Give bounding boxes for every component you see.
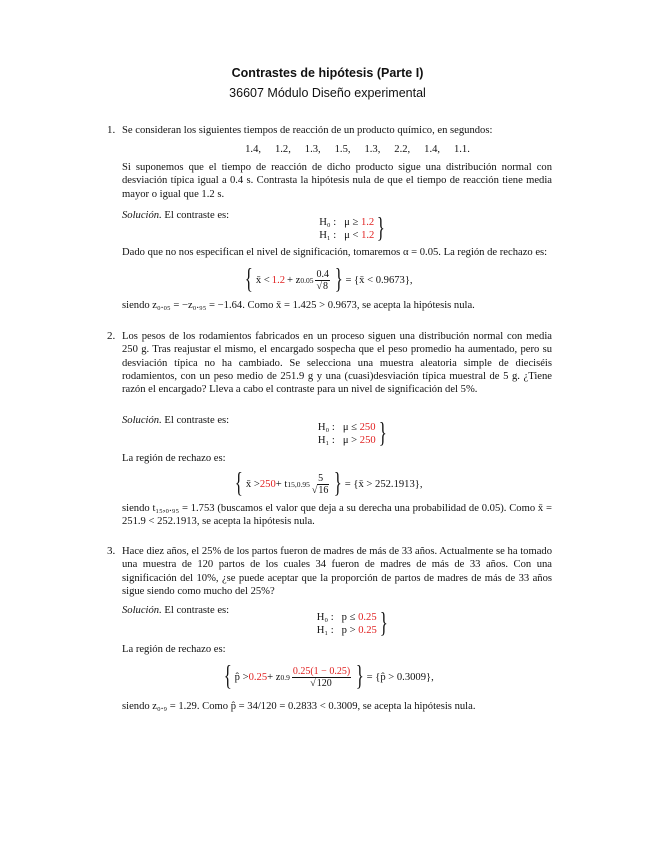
problem-1-conclusion: siendo z₀.₀₅ = −z₀.₉₅ = −1.64. Como x̄ = 1.425 > 0.9673, se acepta la hipótesis nula. [122,300,475,311]
problem-2-text: Los pesos de los rodamientos fabricados en un proceso siguen una distribución normal con media 250 g. Tras reajustar el mismo, el encargado sospecha que el peso promedio ha aumentado, pero su desviación típica no ha cambiado. Se selecciona una muestra aleatoria simple de dieciséis rodamientos, con un peso medio de 251.9 g y una (cuasi)desviación típica muestral de 5 g. ¿Tiene razón el encargado? Lleva a cabo el contraste para un nivel de significación del 5%. [122,331,552,396]
rr-numerator: 5 [318,472,324,484]
rr-left: x̄ < [255,274,270,286]
problem-2-hypotheses: H₀ : μ ≤ 250 H₁ : μ > 250 } [317,418,387,449]
h1-value: 0.25 [358,625,377,636]
rr-plus: + t [275,478,288,490]
h0-value: 0.25 [358,612,377,623]
rr-plus: + z [267,671,281,683]
h0-value: 1.2 [360,217,375,228]
right-brace: } [377,213,386,244]
rr-numerator: 0.25(1 − 0.25) [292,665,351,677]
rr-sub: 0.05 [300,275,314,285]
page-title: Contrastes de hipótesis (Parte I) [231,66,424,80]
rr-red-value: 0.25 [248,671,268,683]
rr-red-value: 250 [259,478,276,490]
h1-relation: μ < [344,230,362,241]
solution-label: Solución. [122,415,162,426]
h1-value: 1.2 [361,230,375,241]
problem-1-region-text: Dado que no nos especifican el nivel de significación, tomaremos α = 0.05. La región de rechazo es: [122,247,548,258]
problem-2-number: 2. [107,330,116,342]
solution-text: El contraste es: [164,210,230,221]
problem-3-number: 3. [107,545,116,557]
problem-3-text: Hace diez años, el 25% de los partos fueron de madres de más de 33 años. Actualmente se ha tomado una muestra de 120 partos de los cuales 34 fueron de madres de más de 33 años. Con una significación del 10%, ¿se puede aceptar que la proporción de partos de madres de más de 33 años sigue siendo como mucho del 25%? [122,546,552,597]
rr-denominator: 120 [316,677,332,689]
rr-denominator: 8 [322,280,328,292]
rr-red-value: 1.2 [271,274,286,286]
rr-left: p̂ > [234,671,249,683]
problem-3-conclusion: siendo z₀.₉ = 1.29. Como p̂ = 34/120 = 0.2833 < 0.3009, se acepta la hipótesis nula. [122,701,476,712]
problem-1-rejection-region: { x̄ < 1.2 + z 0.05 $\frac{0.4}{√8}$ } = {x̄ < 0.9673}, [245,264,413,295]
h1-relation: μ > [342,435,360,446]
rr-sub: 15,0.95 [287,479,310,489]
solution-label: Solución. [122,605,162,616]
h0-label: H₀ : [317,422,335,433]
rr-plus: + z [287,274,301,286]
problem-1-number: 1. [107,124,116,136]
rr-numerator: 0.4 [316,268,329,280]
rr-right: = {x̄ > 252.1913}, [344,478,423,490]
rr-sub: 0.9 [280,672,290,682]
h0-label: H₀ : [319,217,337,228]
rr-right: = {x̄ < 0.9673}, [345,274,413,286]
problem-1-statement: Se consideran los siguientes tiempos de reacción de un producto químico, en segundos: [122,125,493,136]
solution-label: Solución. [122,210,162,221]
page-subtitle: 36607 Módulo Diseño experimental [229,86,426,100]
rr-left: x̄ > [245,478,260,490]
h0-relation: μ ≥ [344,217,361,228]
h1-label: H₁ : [317,435,335,446]
h1-value: 250 [359,435,376,446]
h0-label: H₀ : [316,612,334,623]
problem-2-region-text: La región de rechazo es: [122,453,226,464]
h0-relation: p ≤ [341,612,359,623]
problem-1-data: 1.4, 1.2, 1.3, 1.5, 1.3, 2.2, 1.4, 1.1. [245,144,470,155]
problem-3-region-text: La región de rechazo es: [122,644,226,655]
problem-1-text: Si suponemos que el tiempo de reacción de dicho producto sigue una distribución normal con desviación típica igual a 0.4 s. Contrasta la hipótesis nula de que el tiempo de reacción tiene media mayor o igual que 1.2 s. [122,162,552,200]
problem-2-conclusion: siendo t₁₅,₀.₉₅ = 1.753 (buscamos el valor que deja a su derecha una probabilidad de 0.05). Como x̄ = 251.9 < 252.1913, se acepta la hipótesis nula. [122,503,552,528]
h0-relation: μ ≤ [342,422,360,433]
rr-denominator: 16 [318,484,329,496]
h0-value: 250 [359,422,376,433]
problem-3-hypotheses: H₀ : p ≤ 0.25 H₁ : p > 0.25 } [316,608,388,639]
h1-label: H₁ : [319,230,337,241]
solution-text: El contraste es: [164,605,230,616]
problem-3-rejection-region: { p̂ > 0.25 + z 0.9 $\frac{0.25(1 - 0.25)}{√120}$ } = {p̂ > 0.3009}, [223,661,434,692]
h1-label: H₁ : [316,625,334,636]
problem-2-rejection-region: { x̄ > 250 + t 15,0.95 $\frac{5}{√16}$ } = {x̄ > 252.1913}, [235,468,423,499]
solution-text: El contraste es: [164,415,230,426]
h1-relation: p > [341,625,359,636]
rr-right: = {p̂ > 0.3009}, [366,671,434,683]
